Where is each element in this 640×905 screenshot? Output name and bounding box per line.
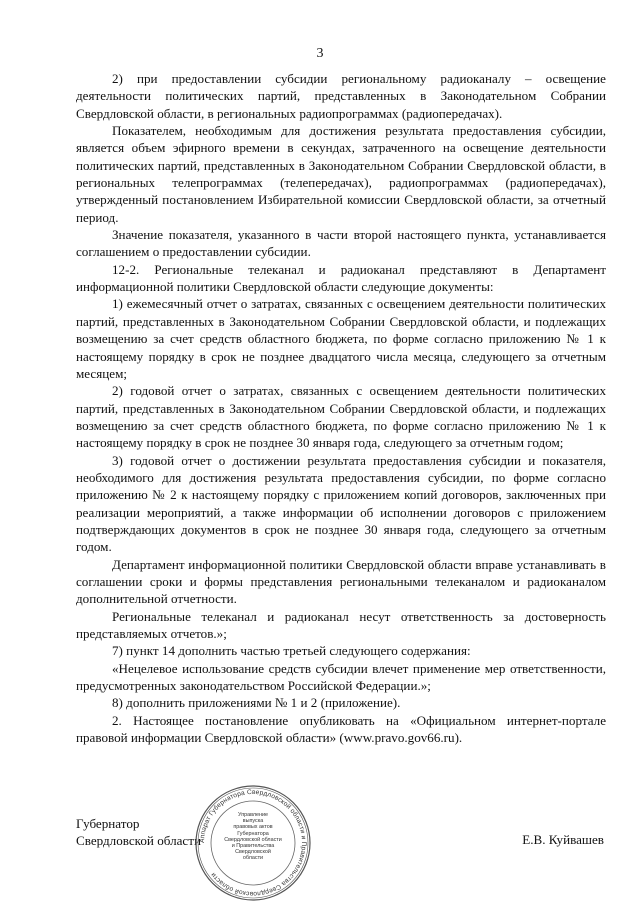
paragraph: 2) годовой отчет о затратах, связанных с освещением деятельности политических партий, представленных в Законодательном Собрании Свердловской области, и подлежащих возмещению за счет средств областного бюджета, по форме согласно приложению № 1 к настоящему порядку в срок не позднее 30 января года, следующего за отчетным годом;: [76, 383, 606, 451]
seal-line: Управление: [238, 812, 268, 818]
document-body: [76, 70, 606, 746]
seal-line: правовых актов: [233, 824, 273, 831]
seal-line: и Правительства: [231, 843, 275, 850]
page-number: 3: [316, 46, 324, 61]
paragraph: 3) годовой отчет о достижении результата предоставления субсидии и показателя, необходимого для достижения результата предоставления субсидии, по форме согласно приложению № 2 к настоящему порядку с приложением копий договоров, заключенных при реализации мероприятий, а также информации об исполнении договоров с приложением подтверждающих документов в срок не позднее 30 января года, следующего за отчетным годом.: [76, 452, 606, 555]
paragraph: 1) ежемесячный отчет о затратах, связанных с освещением деятельности политических партий, представленных в Законодательном Собрании Свердловской области, и подлежащих возмещению за счет средств областного бюджета, по форме согласно приложению № 1 к настоящему порядку в срок не позднее двадцатого числа месяца, следующего за отчетным месяцем;: [76, 296, 606, 381]
paragraph: Департамент информационной политики Свердловской области вправе устанавливать в соглашении сроки и формы представления региональными телеканалом и радиоканалом дополнительной отчетности.: [76, 556, 606, 607]
paragraph: Региональные телеканал и радиоканал несут ответственность за достоверность представляемых отчетов.»;: [76, 608, 606, 641]
seal-line: выпуска: [242, 818, 264, 825]
seal-line: Свердловской: [235, 849, 271, 856]
position-line: Свердловской области: [76, 833, 201, 849]
seal-center-text: [224, 812, 282, 862]
paragraph: Показателем, необходимым для достижения результата предоставления субсидии, является объем эфирного времени в секундах, затраченного на освещение деятельности политических партий, представленных в Законодательном Собрании Свердловской области, в региональных телепрограммах (телепередачах), радиопрограммах (радиопередачах), утвержденный постановлением Избирательной комиссии Свердловской области, за отчетный период.: [76, 123, 606, 225]
paragraph: 12-2. Региональные телеканал и радиоканал представляют в Департамент информационной политики Свердловской области следующие документы:: [76, 261, 606, 295]
paragraph: Значение показателя, указанного в части второй настоящего пункта, устанавливается соглашением о предоставлении субсидии.: [76, 227, 606, 260]
signatory-position: [76, 815, 201, 850]
seal-ring-text: Аппарат Губернатора Свердловской области и Правительства Свердловской области: [198, 788, 308, 898]
paragraph: 7) пункт 14 дополнить частью третьей следующего содержания:: [112, 643, 471, 659]
signatory-name: Е.В. Куйвашев: [522, 832, 604, 847]
seal-line: области: [242, 855, 264, 862]
seal-line: Губернатора: [237, 830, 269, 837]
paragraph: 2) при предоставлении субсидии региональному радиоканалу – освещение деятельности политических партий, представленных в Законодательном Собрании Свердловской области, в региональных радиопрограммах (радиопередачах).: [76, 71, 606, 121]
seal-line: Свердловской области: [224, 836, 282, 843]
paragraph: 2. Настоящее постановление опубликовать на «Официальном интернет-портале правовой информации Свердловской области» (www.pravo.gov66.ru).: [76, 712, 606, 746]
position-line: Губернатор: [76, 816, 140, 831]
paragraph: 8) дополнить приложениями № 1 и 2 (приложение).: [112, 695, 401, 711]
paragraph: «Нецелевое использование средств субсидии влечет применение мер ответственности, предусмотренных законодательством Российской Федерации.»;: [76, 660, 606, 694]
